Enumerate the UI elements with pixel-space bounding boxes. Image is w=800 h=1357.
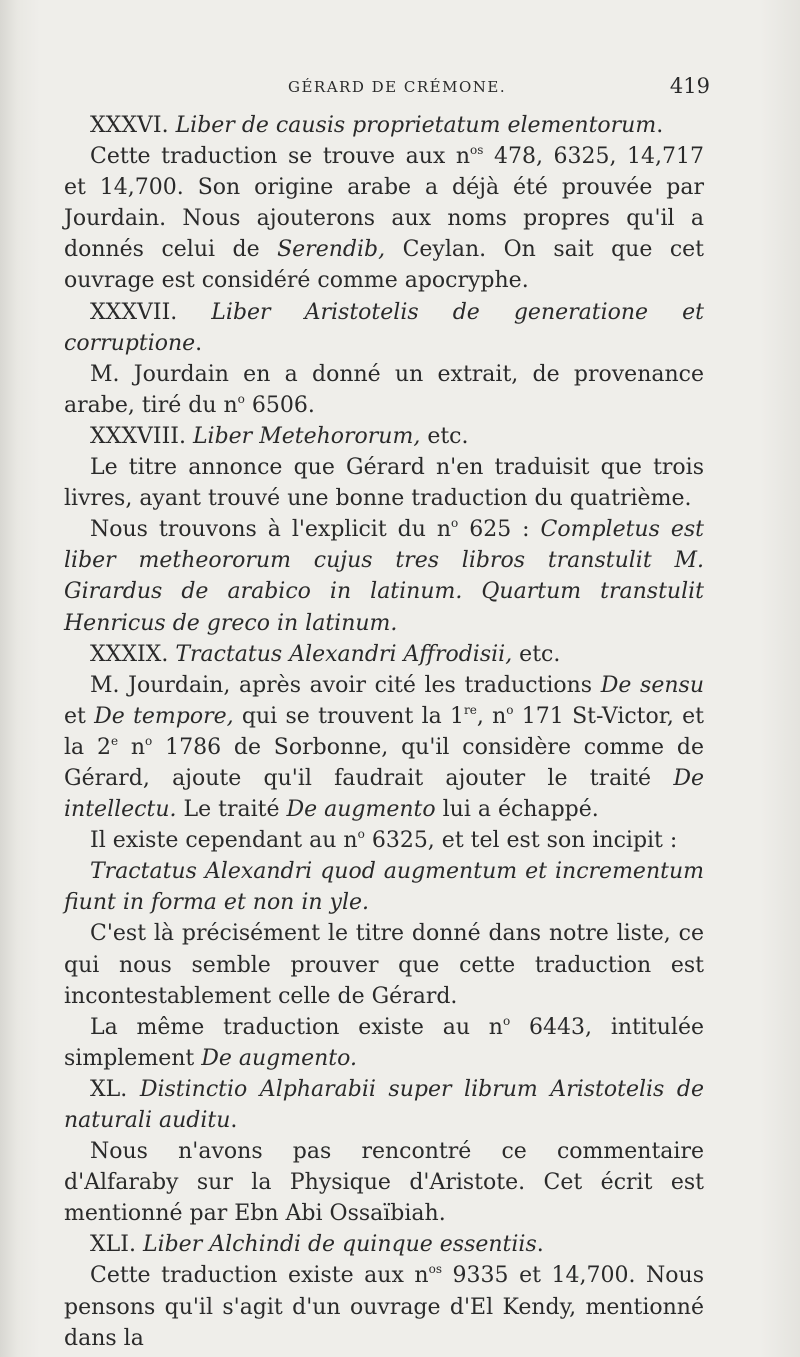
superscript: o bbox=[506, 702, 514, 717]
text-run: C'est là précisément le titre donné dans notre liste, ce qui nous semble prouver que cette traduction est incontestablement celle de Gérard. bbox=[64, 921, 704, 1009]
superscript: re bbox=[464, 702, 477, 717]
entry-title: Liber Aristotelis de generatione et corruptione bbox=[64, 299, 704, 356]
entry-number: XXXIX. bbox=[90, 641, 176, 667]
entry-title: Liber Metehororum, bbox=[192, 423, 421, 449]
italic-text: De intellectu. bbox=[64, 765, 704, 823]
text-run: 6443, intitulée simplement bbox=[64, 1014, 705, 1071]
page-number: 419 bbox=[669, 74, 710, 98]
superscript: os bbox=[470, 143, 484, 158]
entry-number: XXXVI. bbox=[90, 113, 176, 138]
text-run: 9335 et 14,700. Nous pensons qu'il s'agit d'un ouvrage d'El Kendy, mentionné dans la bbox=[64, 1263, 705, 1351]
paragraph bbox=[64, 452, 704, 514]
text-run: 625 : bbox=[458, 517, 541, 543]
catalog-entry-heading bbox=[64, 421, 704, 452]
paragraph bbox=[64, 670, 704, 825]
catalog-entry-heading bbox=[64, 297, 704, 359]
entry-number: XLI. bbox=[90, 1232, 143, 1258]
entry-tail: . bbox=[230, 1108, 238, 1133]
text-run: Il existe cependant au n bbox=[90, 828, 358, 854]
superscript: o bbox=[502, 1013, 511, 1028]
text-run: Ceylan. On sait que cet ouvrage est considéré comme apocryphe. bbox=[64, 237, 704, 294]
entry-title: Liber de causis proprietatum elementorum bbox=[175, 113, 657, 138]
entry-tail: . bbox=[536, 1232, 544, 1258]
text-run: La même traduction existe au n bbox=[90, 1014, 503, 1040]
latin-quotation bbox=[64, 856, 704, 918]
running-head: GÉRARD DE CRÉMONE. bbox=[288, 78, 507, 96]
paragraph bbox=[64, 1260, 704, 1353]
text-run: et bbox=[64, 703, 95, 729]
entry-title: Liber Alchindi de quinque essentiis bbox=[142, 1232, 537, 1258]
paragraph bbox=[64, 918, 704, 1011]
catalog-entry-heading bbox=[64, 1074, 704, 1136]
superscript: o bbox=[237, 391, 245, 406]
paragraph bbox=[64, 359, 704, 421]
text-run: M. Jourdain, après avoir cité les traductions bbox=[90, 672, 601, 698]
catalog-entry-heading bbox=[64, 1229, 704, 1260]
paragraph bbox=[64, 825, 704, 856]
text-run: Le traité bbox=[176, 797, 287, 823]
italic-text: De tempore, bbox=[94, 703, 234, 729]
italic-text: Completus est liber metheororum cujus tres libros transtulit M. Girardus de arabico in latinum. Quartum transtulit Henricus de greco in latinum. bbox=[64, 517, 704, 636]
italic-text: Serendib, bbox=[277, 237, 386, 263]
entry-title: Tractatus Alexandri Affrodisii, bbox=[175, 641, 513, 667]
italic-text: De augmento. bbox=[201, 1045, 357, 1071]
entry-number: XL. bbox=[90, 1076, 140, 1102]
entry-tail: . bbox=[656, 113, 664, 138]
entry-number: XXXVII. bbox=[90, 299, 212, 325]
text-run: 171 St-Victor, et la 2 bbox=[64, 703, 704, 760]
paragraph bbox=[64, 1136, 704, 1229]
text-run: 478, 6325, 14,717 et 14,700. Son origine arabe a déjà été prouvée par Jourdain. Nous ajouterons aux noms propres qu'il a donnés celui de bbox=[64, 144, 704, 263]
text-run: Tractatus Alexandri quod augmentum et incrementum fiunt in forma et non in yle. bbox=[64, 859, 704, 916]
entry-tail: etc. bbox=[512, 641, 561, 667]
text-run: 6506. bbox=[244, 392, 315, 418]
text-run: 6325, et tel est son incipit : bbox=[364, 828, 678, 854]
text-run: qui se trouvent la 1 bbox=[233, 703, 465, 729]
entry-tail: etc. bbox=[420, 423, 469, 449]
superscript: e bbox=[110, 733, 119, 748]
paragraph bbox=[64, 141, 704, 296]
text-run: lui a échappé. bbox=[435, 797, 599, 823]
catalog-entry-heading bbox=[64, 639, 704, 670]
superscript: os bbox=[428, 1262, 442, 1277]
page-body bbox=[64, 110, 704, 1354]
text-run: 1786 de Sorbonne, qu'il considère comme de Gérard, ajoute qu'il faudrait ajouter le traité bbox=[64, 734, 704, 791]
paragraph bbox=[64, 514, 704, 638]
superscript: o bbox=[451, 516, 459, 531]
text-run: Nous trouvons à l'explicit du n bbox=[90, 517, 452, 543]
text-run: Le titre annonce que Gérard n'en traduisit que trois livres, ayant trouvé une bonne traduction du quatrième. bbox=[64, 455, 704, 512]
catalog-entry-heading bbox=[64, 110, 704, 141]
text-run: M. Jourdain en a donné un extrait, de provenance arabe, tiré du n bbox=[64, 361, 704, 418]
italic-text: De sensu bbox=[600, 672, 704, 698]
text-run: Nous n'avons pas rencontré ce commentaire d'Alfaraby sur la Physique d'Aristote. Cet écrit est mentionné par Ebn Abi Ossaïbiah. bbox=[64, 1139, 704, 1227]
superscript: o bbox=[145, 733, 153, 748]
page-header bbox=[88, 74, 710, 104]
entry-tail: . bbox=[195, 330, 203, 356]
entry-title: Distinctio Alpharabii super librum Aristotelis de naturali auditu bbox=[64, 1076, 704, 1133]
text-run: , n bbox=[476, 703, 507, 729]
text-run: Cette traduction existe aux n bbox=[90, 1263, 429, 1289]
italic-text: De augmento bbox=[286, 797, 436, 823]
entry-number: XXXVIII. bbox=[90, 423, 193, 449]
text-run: Cette traduction se trouve aux n bbox=[90, 144, 471, 170]
paragraph bbox=[64, 1012, 704, 1074]
superscript: o bbox=[357, 827, 365, 842]
text-run: n bbox=[118, 734, 146, 760]
